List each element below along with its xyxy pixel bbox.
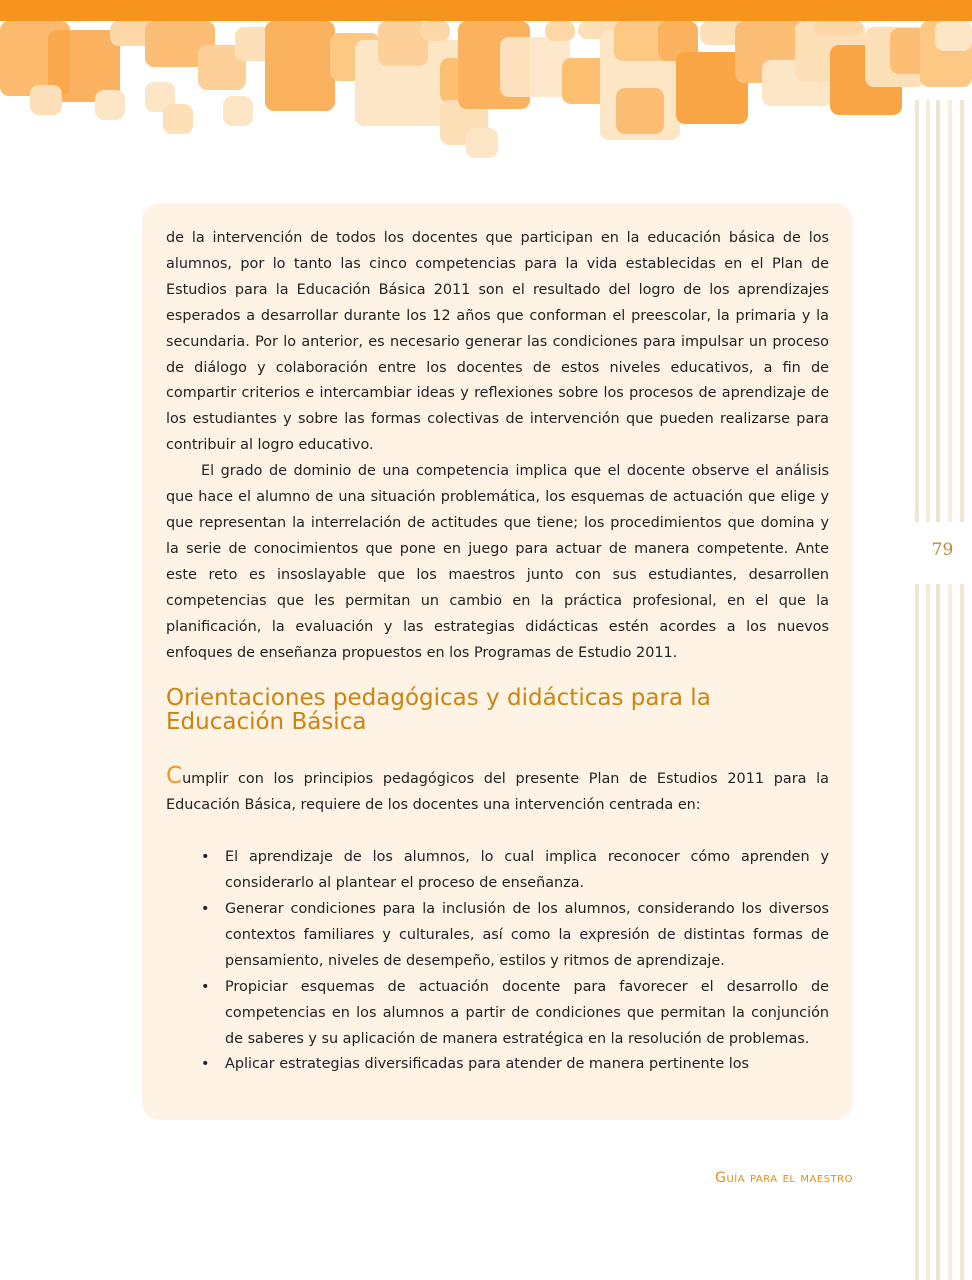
paragraph: de la intervención de todos los docentes que participan en la educación básica de los alumnos, por lo tanto las cinco competencias para la vida establecidas en el Plan de Estudios para la Educación Básica 2011 son el resultado del logro de los aprendizajes esperados a desarrollar durante los 12 años que conforman el preescolar, la primaria y la secundaria. Por lo anterior, es necesario generar las condiciones para impulsar un proceso de diálogo y colaboración entre los docentes de estos niveles educativos, a fin de compartir criterios e intercambiar ideas y reflexiones sobre los procesos de aprendizaje de los estudiantes y sobre las formas colectivas de intervención que pueden realizarse para contribuir al logro educativo.	[166, 230, 829, 454]
list-item: • El aprendizaje de los alumnos, lo cual implica reconocer cómo aprenden y considerarlo al plantear el proceso de enseñanza.	[225, 845, 829, 897]
list-item: • Propiciar esquemas de actuación docente para favorecer el desarrollo de competencias en los alumnos a partir de condiciones que permitan la conjunción de saberes y su aplicación de manera estratégica en la resolución de problemas.	[225, 975, 829, 1053]
bullet-list	[166, 845, 829, 1078]
footer-title: Guía para el maestro	[715, 1170, 853, 1186]
body-text	[166, 226, 829, 1078]
drop-cap: C	[166, 763, 183, 790]
paragraph: El grado de dominio de una competencia implica que el docente observe el análisis que hace el alumno de una situación problemática, los esquemas de actuación que elige y que representan la interrelación de actitudes que tiene; los procedimientos que domina y la serie de conocimientos que pone en juego para actuar de manera competente. Ante este reto es insoslayable que los maestros junto con sus estudiantes, desarrollen competencias que les permitan un cambio en la práctica profesional, en el que la planificación, la evaluación y las estrategias didácticas estén acordes a los nuevos enfoques de enseñanza propuestos en los Programas de Estudio 2011.	[166, 463, 829, 661]
intro-paragraph	[166, 764, 829, 819]
decorative-header-squares	[0, 0, 972, 170]
decorative-side-stripes	[914, 100, 972, 1280]
page-number: 79	[931, 540, 954, 560]
list-item: • Generar condiciones para la inclusión de los alumnos, considerando los diversos contextos familiares y culturales, así como la expresión de distintas formas de pensamiento, niveles de desempeño, estilos y ritmos de aprendizaje.	[225, 897, 829, 975]
intro-text: umplir con los principios pedagógicos del presente Plan de Estudios 2011 para la Educación Básica, requiere de los docentes una intervención centrada en:	[166, 771, 829, 814]
list-item: • Aplicar estrategias diversificadas para atender de manera pertinente los	[225, 1052, 829, 1078]
section-heading: Orientaciones pedagógicas y didácticas para la Educación Básica	[166, 685, 711, 736]
